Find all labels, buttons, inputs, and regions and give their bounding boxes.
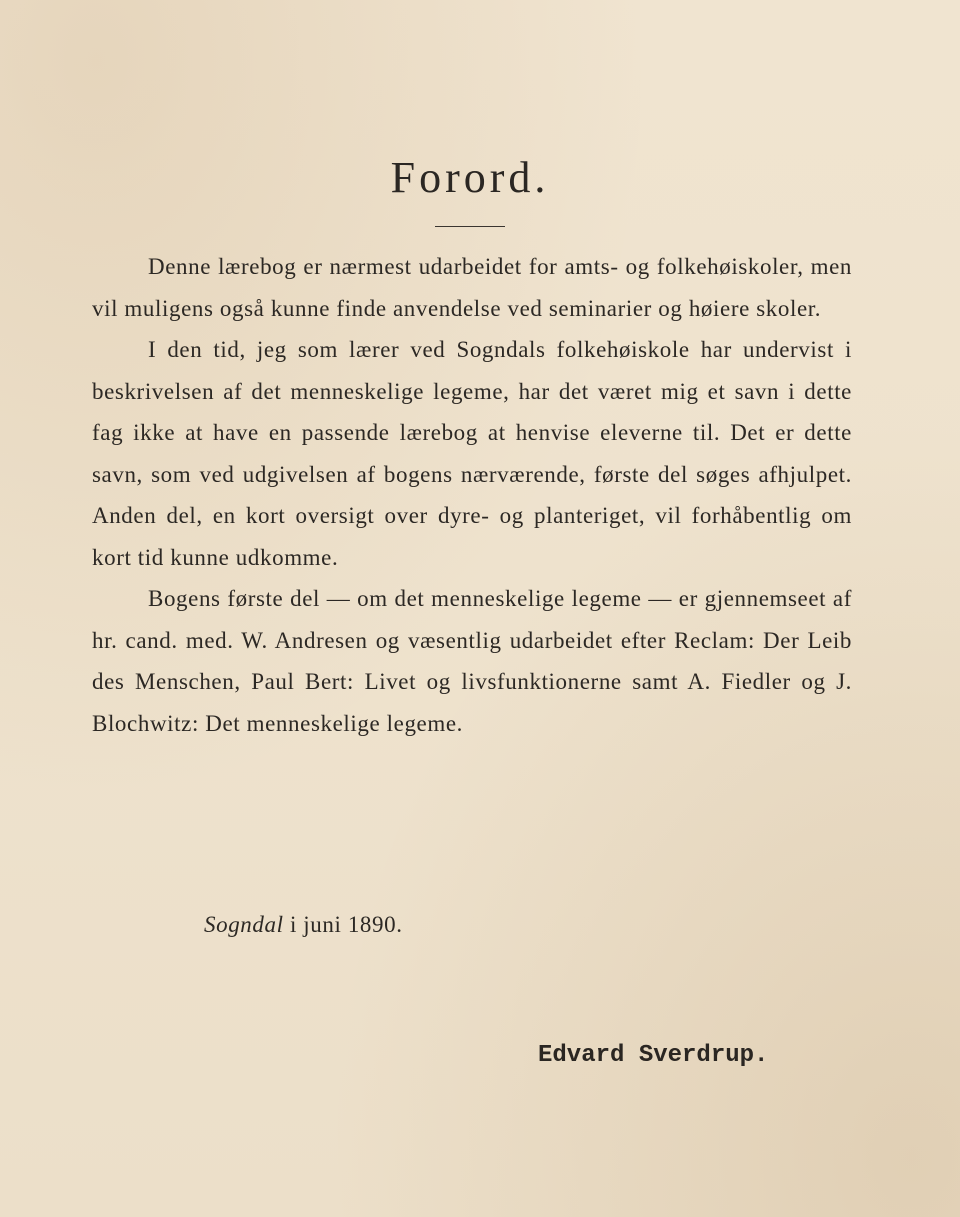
place-and-date [204, 912, 403, 938]
paragraph-2: I den tid, jeg som lærer ved Sogndals folkehøiskole har undervist i beskrivelsen af det menneskelige legeme, har det været mig et savn i dette fag ikke at have en passende lærebog at henvise eleverne til. Det er dette savn, som ved udgivelsen af bogens nærværende, første del søges afhjulpet. Anden del, en kort oversigt over dyre- og planteriget, vil forhåbentlig om kort tid kunne udkomme. [92, 337, 852, 570]
page-title: Forord. [390, 153, 550, 202]
place-name: Sogndal [204, 912, 284, 937]
title-divider [435, 226, 505, 227]
author-signature: Edvard Sverdrup. [538, 1042, 769, 1069]
paragraph-1: Denne lærebog er nærmest udarbeidet for amts- og folkehøiskoler, men vil muligens også kunne finde anvendelse ved seminarier og høiere skoler. [92, 254, 852, 321]
paragraph-3: Bogens første del — om det menneskelige legeme — er gjennemseet af hr. cand. med. W. Andresen og væsentlig udarbeidet efter Reclam: Der Leib des Menschen, Paul Bert: Livet og livsfunktionerne samt A. Fiedler og J. Blochwitz: Det menneskelige legeme. [92, 586, 852, 736]
date-text: i juni 1890. [289, 912, 403, 937]
preface-body [92, 246, 852, 744]
